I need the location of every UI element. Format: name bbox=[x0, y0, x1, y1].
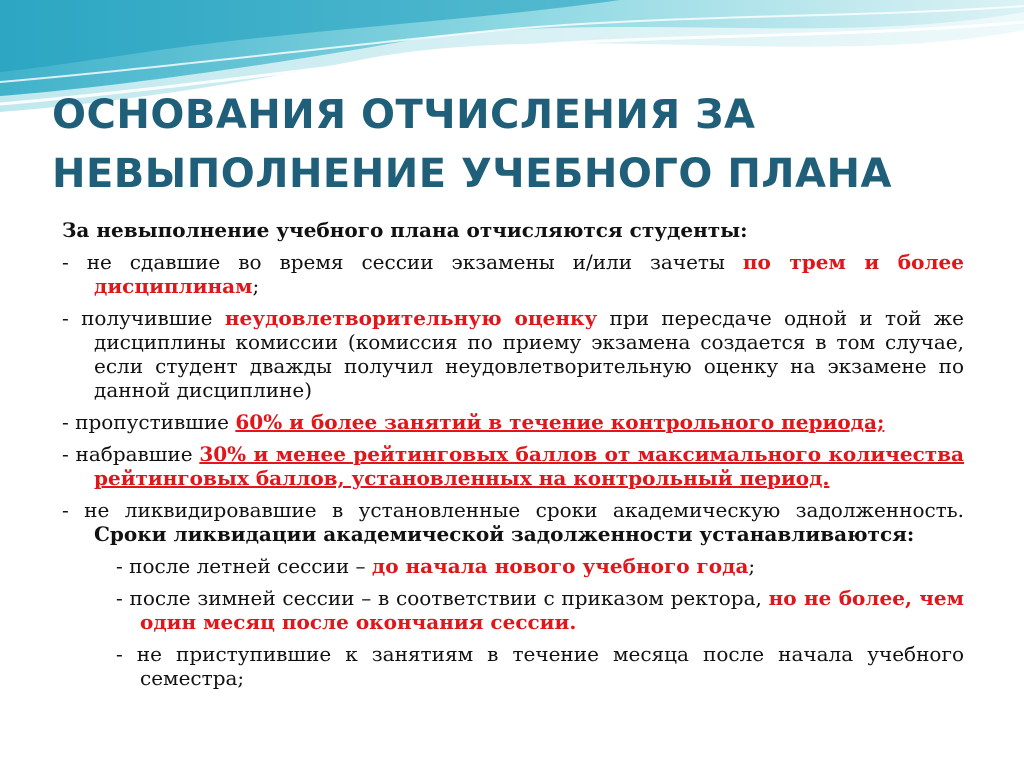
item-highlight: по трем и более дисциплинам bbox=[94, 250, 964, 298]
item-text: - после летней сессии – bbox=[116, 554, 372, 578]
list-item-exams bbox=[62, 250, 964, 298]
item-text: - не ликвидировавшие в установленные сроки академическую задолженность. bbox=[62, 498, 964, 522]
item-text: - после зимней сессии – в соответствии с приказом ректора, bbox=[116, 586, 769, 610]
item-text: - не приступившие к занятиям в течение месяца после начала учебного семестра; bbox=[116, 642, 964, 690]
item-highlight: до начала нового учебного года bbox=[371, 554, 749, 578]
item-text: - набравшие bbox=[62, 442, 200, 466]
title-line-1: ОСНОВАНИЯ ОТЧИСЛЕНИЯ ЗА bbox=[52, 92, 756, 138]
item-text-end: ; bbox=[748, 554, 756, 578]
sub-item-summer bbox=[116, 554, 964, 578]
item-highlight: 30% и менее рейтинговых баллов от максимального количества рейтинговых баллов, установленных на контрольный период. bbox=[94, 442, 964, 490]
list-item-absences bbox=[62, 410, 964, 434]
sub-item-not-started bbox=[116, 642, 964, 690]
intro-text: За невыполнение учебного плана отчисляются студенты: bbox=[62, 218, 748, 242]
list-item-unsatisfactory bbox=[62, 306, 964, 402]
item-highlight: 60% и более занятий в течение контрольного периода; bbox=[235, 410, 885, 434]
item-text: - получившие bbox=[62, 306, 225, 330]
sub-item-winter bbox=[116, 586, 964, 634]
item-highlight: но не более, чем один месяц после окончания сессии. bbox=[140, 586, 964, 634]
title-line-2: НЕВЫПОЛНЕНИЕ УЧЕБНОГО ПЛАНА bbox=[52, 151, 892, 197]
slide-title bbox=[52, 86, 982, 204]
item-bold: Сроки ликвидации академической задолженности устанавливаются: bbox=[94, 522, 915, 546]
item-text: - пропустившие bbox=[62, 410, 236, 434]
item-highlight: неудовлетворительную оценку bbox=[224, 306, 598, 330]
item-text-end: ; bbox=[252, 274, 260, 298]
slide-body bbox=[62, 218, 964, 698]
item-text-end: при пересдаче одной и той же дисциплины комиссии (комиссия по приему экзамена создается в том случае, если студент дважды получил неудовлетворительную оценку на экзамене по данной дисциплине) bbox=[94, 306, 965, 402]
list-item-rating bbox=[62, 442, 964, 490]
item-text: - не сдавшие во время сессии экзамены и/или зачеты bbox=[62, 250, 743, 274]
list-item-debt bbox=[62, 498, 964, 546]
